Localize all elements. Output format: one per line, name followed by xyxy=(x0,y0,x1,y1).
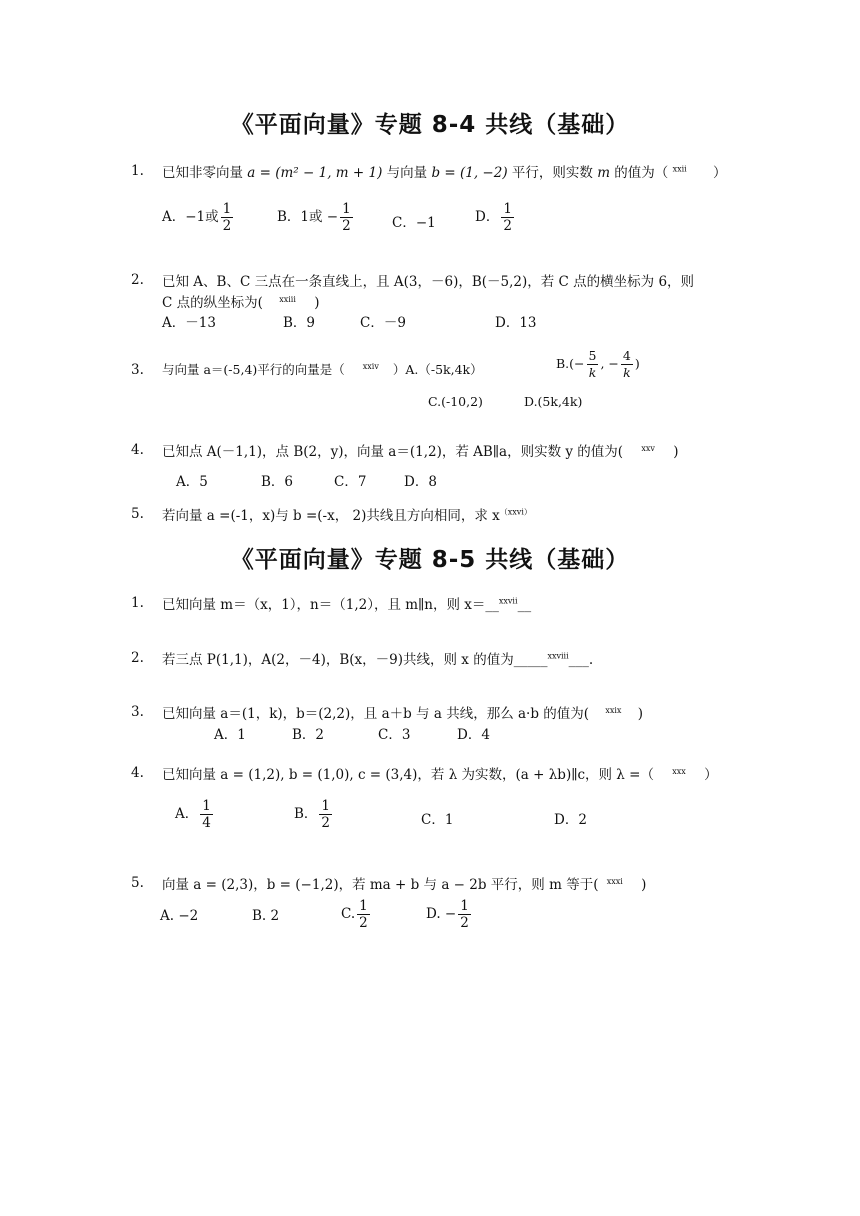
s2-q1-footnote: xxvii xyxy=(498,596,518,606)
s2-q5-option-b: B. 2 xyxy=(252,908,280,924)
s1-q3-opt-b-end: ) xyxy=(634,356,640,371)
s2-q3-text: 已知向量 a＝(1，k)，b＝(2,2)，且 a＋b 与 a 共线，那么 a·b 的值为( xyxy=(162,706,590,722)
s1-q1-number: 1. xyxy=(131,163,144,179)
s1-q1-expr-b: b = (1, −2) xyxy=(431,165,508,181)
s2-q3-option-b: B．2 xyxy=(292,727,325,743)
s1-q1-footnote: xxii xyxy=(672,164,687,174)
s2-q4-opt-a-label: A． xyxy=(175,806,199,822)
s1-q1-opt-d-den: 2 xyxy=(503,218,512,234)
s1-q2-option-a: A．－13 xyxy=(162,315,216,331)
s1-q3-frac2-den: k xyxy=(623,365,631,380)
s1-q1-opt-c-label: C． xyxy=(392,215,416,231)
s1-q1-opt-a-den: 2 xyxy=(222,218,232,234)
s2-q4-opt-a-num: 1 xyxy=(202,798,211,814)
s1-q1-text-a: 已知非零向量 xyxy=(162,165,243,181)
s2-q5-opt-d-num: 1 xyxy=(460,898,469,914)
s1-q4-text: 已知点 A(－1,1)，点 B(2，y)，向量 a＝(1,2)，若 AB∥a，则实数 y 的值为( xyxy=(162,444,624,460)
s2-q5-opt-d-den: 2 xyxy=(460,915,469,931)
s2-q1-text-end: __ xyxy=(517,597,532,613)
s2-q5-opt-c-num: 1 xyxy=(359,898,368,914)
s1-q1-opt-b-den: 2 xyxy=(342,218,351,234)
s2-q5-number: 5. xyxy=(131,875,144,891)
s2-q1-number: 1. xyxy=(131,595,144,611)
s2-q2-footnote: xxviii xyxy=(547,651,569,661)
s2-q5-opt-c-label: C. xyxy=(341,906,356,922)
s1-q2-line2-text: C 点的纵坐标为( xyxy=(162,295,263,311)
s2-q3-option-c: C．3 xyxy=(378,727,411,743)
s2-q5-text: 向量 a = (2,3)，b = (−1,2)，若 ma + b 与 a − 2b 平行，则 m 等于( xyxy=(162,877,599,893)
s2-q3-option-d: D．4 xyxy=(457,727,490,743)
s1-q3-sep: , − xyxy=(600,356,619,371)
s2-q3-stem xyxy=(162,702,643,722)
s1-q1-text-b: 与向量 xyxy=(386,165,428,181)
s1-q2-footnote: xxiii xyxy=(279,294,296,304)
s2-q2-text: 若三点 P(1,1)，A(2，－4)，B(x，－9)共线，则 x 的值为_____ xyxy=(162,652,548,668)
s1-q4-option-d: D．8 xyxy=(404,474,437,490)
s1-q1-stem xyxy=(162,161,727,181)
s2-q4-option-a xyxy=(175,798,215,831)
s1-q2-line2-end: ) xyxy=(314,295,320,311)
s1-q3-frac2-num: 4 xyxy=(622,348,631,363)
s1-q1-text-c: 平行，则实数 xyxy=(511,165,593,181)
s2-q3-text-end: ) xyxy=(637,706,643,722)
s1-q3-footnote: xxiv xyxy=(362,361,379,371)
s1-q2-option-d: D．13 xyxy=(495,315,537,331)
s1-q4-option-b: B．6 xyxy=(261,474,294,490)
s1-q1-text-d: 的值为（ xyxy=(614,165,669,181)
s1-q2-line2 xyxy=(162,291,319,311)
s1-q2-number: 2. xyxy=(131,272,144,288)
s2-q5-stem xyxy=(162,873,646,893)
s2-q3-number: 3. xyxy=(131,704,144,720)
s2-q4-option-d: D．2 xyxy=(554,812,587,828)
s2-q5-opt-c-den: 2 xyxy=(359,915,368,931)
s2-q4-footnote: xxx xyxy=(672,766,686,776)
s2-q5-text-end: ) xyxy=(641,877,647,893)
s2-q4-number: 4. xyxy=(131,765,144,781)
s1-q4-footnote: xxv xyxy=(641,443,655,453)
s2-q5-option-a: A. −2 xyxy=(160,908,199,924)
s2-q1-stem xyxy=(162,593,531,613)
section2-title: 《平面向量》专题 8-5 共线（基础） xyxy=(230,547,630,573)
s1-q3-frac1-den: k xyxy=(588,365,597,380)
s1-q5-text: 若向量 a =(-1，x)与 b =(-x， 2)共线且方向相同，求 x xyxy=(162,508,500,524)
s1-q4-text-end: ) xyxy=(673,444,679,460)
s1-q1-opt-a-num: 1 xyxy=(222,201,232,217)
s1-q1-opt-a-label: A． xyxy=(162,209,186,225)
s2-q2-number: 2. xyxy=(131,650,144,666)
s1-q1-option-a xyxy=(162,201,235,234)
s2-q5-option-c xyxy=(341,898,372,931)
s1-q2-option-c: C．－9 xyxy=(360,315,406,331)
s2-q4-opt-a-den: 4 xyxy=(202,815,211,831)
s2-q1-text: 已知向量 m＝（x，1），n＝（1,2），且 m∥n，则 x＝__ xyxy=(162,597,499,613)
s1-q1-opt-b-label: B． xyxy=(277,209,301,225)
s2-q5-footnote: xxxi xyxy=(606,876,623,886)
s2-q4-opt-b-den: 2 xyxy=(321,815,331,831)
section1-title: 《平面向量》专题 8-4 共线（基础） xyxy=(230,112,630,138)
s1-q4-stem xyxy=(162,440,679,460)
s1-q1-opt-b-num: 1 xyxy=(342,201,351,217)
s1-q1-opt-c-text: −1 xyxy=(415,215,436,231)
s1-q3-stem xyxy=(162,360,483,378)
s1-q3-option-b xyxy=(556,348,640,381)
s2-q2-stem xyxy=(162,648,593,668)
s1-q5-stem xyxy=(162,504,532,524)
s1-q1-text-e: ） xyxy=(713,165,727,181)
s1-q3-option-c: C.(-10,2) xyxy=(428,394,483,409)
s2-q4-text-end: ） xyxy=(704,767,718,783)
s1-q3-opt-b-text: B.(− xyxy=(556,356,585,371)
s1-q1-option-b xyxy=(277,201,355,234)
s2-q4-text: 已知向量 a = (1,2), b = (1,0), c = (3,4)，若 λ 为实数，(a + λb)∥c，则 λ =（ xyxy=(162,767,654,783)
s1-q1-option-d xyxy=(475,201,516,234)
s2-q4-stem xyxy=(162,763,718,783)
s1-q4-number: 4. xyxy=(131,442,144,458)
s1-q4-option-a: A．5 xyxy=(176,474,208,490)
s1-q1-opt-a-text: −1或 xyxy=(185,209,219,225)
s2-q4-opt-b-label: B． xyxy=(294,806,318,822)
s1-q5-number: 5. xyxy=(131,506,144,522)
s1-q1-opt-d-num: 1 xyxy=(503,201,512,217)
s2-q3-footnote: xxix xyxy=(605,705,622,715)
s1-q1-opt-b-text: 1或 − xyxy=(300,209,339,225)
s2-q2-text-end: ___. xyxy=(568,652,594,668)
s1-q1-opt-d-label: D． xyxy=(475,209,500,225)
s1-q2-line1: 已知 A、B、C 三点在一条直线上，且 A(3，－6)，B(－5,2)，若 C 点的横坐标为 6，则 xyxy=(162,274,695,290)
s2-q4-opt-b-num: 1 xyxy=(321,798,331,814)
s2-q4-option-b xyxy=(294,798,334,831)
s1-q3-text: 与向量 a＝(-5,4)平行的向量是（ xyxy=(162,362,345,377)
s1-q3-option-a: ）A.（-5k,4k） xyxy=(392,362,483,377)
s1-q2-option-b: B．9 xyxy=(283,315,316,331)
s1-q4-option-c: C．7 xyxy=(334,474,367,490)
s1-q3-number: 3. xyxy=(131,362,144,378)
s1-q5-footnote: （xxvi） xyxy=(499,507,532,517)
s2-q4-option-c: C．1 xyxy=(421,812,454,828)
s2-q3-option-a: A．1 xyxy=(214,727,246,743)
s1-q1-option-c xyxy=(392,211,436,231)
s1-q3-frac1-num: 5 xyxy=(588,348,597,363)
s2-q5-opt-d-label: D. − xyxy=(426,906,457,922)
s2-q5-option-d xyxy=(426,898,473,931)
s1-q1-expr-a: a = (m² − 1, m + 1) xyxy=(247,165,383,181)
s1-q1-var: m xyxy=(597,165,610,181)
s1-q3-option-d: D.(5k,4k) xyxy=(524,394,583,409)
